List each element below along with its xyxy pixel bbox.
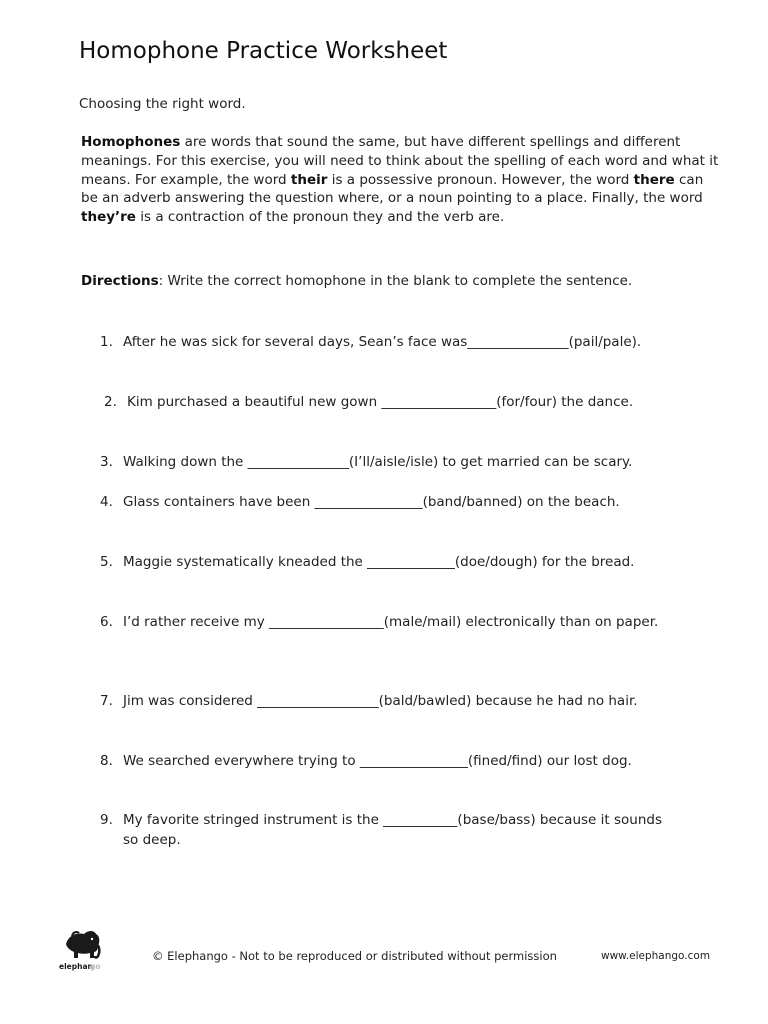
question-text: Walking down the _______________(I’ll/aisle/isle) to get married can be scary.	[123, 454, 633, 470]
svg-text:go: go	[90, 962, 101, 971]
question-2	[104, 393, 679, 413]
term-there: there	[633, 171, 675, 188]
term-theyre: they’re	[81, 209, 136, 226]
page-subtitle: Choosing the right word.	[79, 96, 246, 112]
footer-copyright: © Elephango - Not to be reproduced or distributed without permission	[152, 949, 557, 963]
term-homophones: Homophones	[81, 134, 181, 150]
intro-text-2: is a possessive pronoun. However, the word	[327, 171, 634, 188]
term-their: their	[290, 171, 328, 188]
question-1	[100, 333, 675, 353]
intro-text-1: are words that sound the same, but have different spellings and different meanings. For this exercise, you will need to think about the spelling of each word and what it means. For example, the word	[81, 134, 719, 188]
directions	[81, 273, 632, 289]
directions-label: Directions	[81, 273, 159, 289]
intro-text-3: can be an adverb answering the question where, or a noun pointing to a place. Finally, the word	[81, 171, 704, 207]
question-9	[100, 811, 675, 850]
elephant-logo-icon	[58, 922, 108, 972]
question-text: We searched everywhere trying to ________________(fined/find) our lost dog.	[123, 753, 632, 769]
question-number: 2.	[104, 394, 117, 410]
question-6	[100, 613, 675, 633]
question-number: 4.	[100, 494, 113, 510]
question-4	[100, 493, 675, 513]
elephango-logo	[58, 922, 108, 972]
question-8	[100, 752, 675, 772]
question-number: 3.	[100, 454, 113, 470]
page-title: Homophone Practice Worksheet	[79, 38, 448, 64]
question-text: Glass containers have been ________________(band/banned) on the beach.	[123, 494, 620, 510]
question-text: My favorite stringed instrument is the ___________(base/bass) because it sounds so deep.	[123, 812, 662, 848]
question-text: I’d rather receive my _________________(male/mail) electronically than on paper.	[123, 614, 659, 630]
question-number: 7.	[100, 693, 113, 709]
intro-paragraph	[81, 133, 721, 227]
question-3	[100, 453, 675, 473]
question-number: 9.	[100, 812, 113, 828]
question-text: After he was sick for several days, Sean’s face was_______________(pail/pale).	[123, 334, 642, 350]
intro-text-4: is a contraction of the pronoun they and the verb are.	[135, 209, 505, 226]
question-text: Maggie systematically kneaded the _____________(doe/dough) for the bread.	[123, 554, 635, 570]
question-7	[100, 692, 675, 712]
question-number: 8.	[100, 753, 113, 769]
question-number: 5.	[100, 554, 113, 570]
svg-text:elephan: elephan	[59, 962, 93, 971]
directions-text: : Write the correct homophone in the blank to complete the sentence.	[158, 273, 633, 289]
question-text: Kim purchased a beautiful new gown _________________(for/four) the dance.	[127, 394, 634, 410]
question-text: Jim was considered __________________(bald/bawled) because he had no hair.	[123, 693, 638, 709]
question-5	[100, 553, 675, 573]
footer-url: www.elephango.com	[601, 950, 711, 962]
question-number: 1.	[100, 334, 113, 350]
question-number: 6.	[100, 614, 113, 630]
